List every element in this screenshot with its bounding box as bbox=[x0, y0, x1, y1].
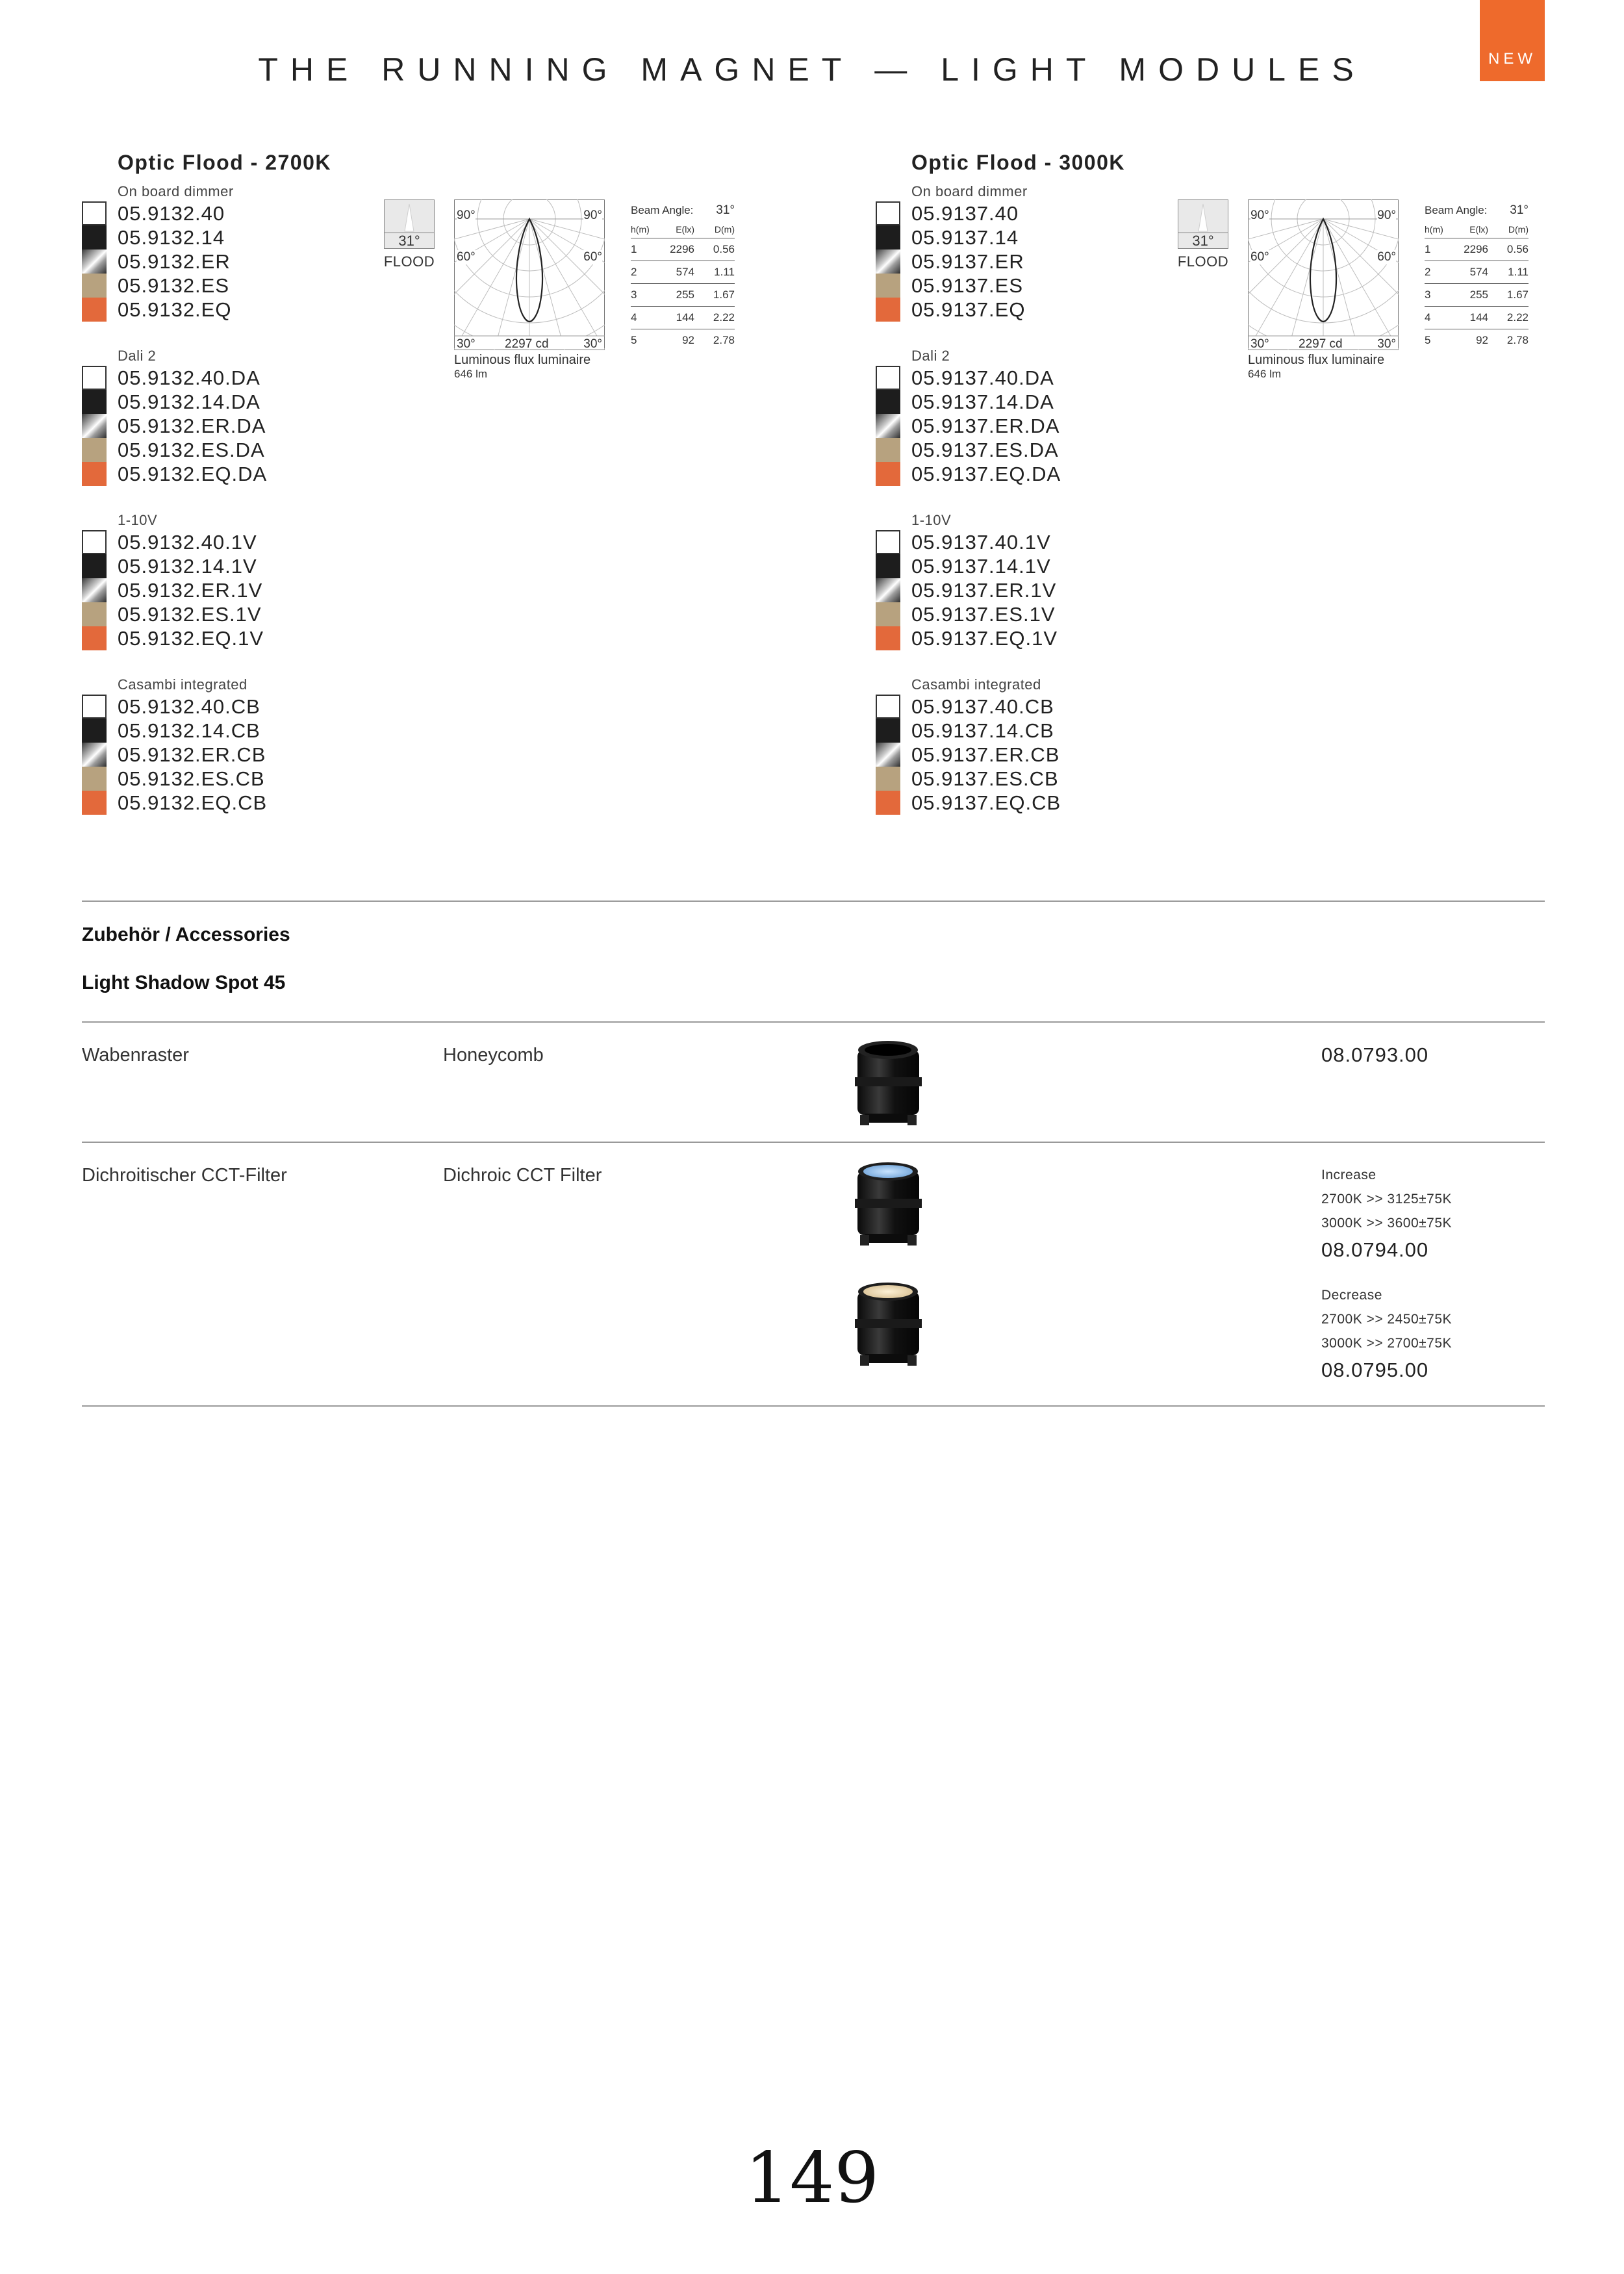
beam-type-label: FLOOD bbox=[1177, 253, 1229, 270]
article-code: 05.9137.EQ.CB bbox=[911, 791, 1061, 814]
cell-diameter: 1.11 bbox=[1508, 266, 1529, 278]
article-code: 05.9132.40.DA bbox=[118, 366, 260, 389]
group-label: Dali 2 bbox=[118, 348, 157, 364]
accessory-name-en: Dichroic CCT Filter bbox=[443, 1165, 602, 1186]
table-row bbox=[1425, 238, 1529, 261]
col-illuminance: E(lx) bbox=[1469, 224, 1488, 235]
cell-illuminance: 255 bbox=[1469, 288, 1488, 301]
cell-height: 1 bbox=[631, 243, 637, 255]
finish-swatch bbox=[876, 578, 900, 602]
code-row bbox=[876, 201, 1061, 225]
code-row bbox=[82, 462, 267, 486]
article-code: 05.9132.14.DA bbox=[118, 390, 260, 413]
photometry-table bbox=[631, 201, 735, 351]
polar-label: 30° bbox=[1377, 337, 1396, 351]
finish-swatch bbox=[876, 767, 900, 791]
code-group bbox=[82, 675, 267, 815]
article-code: 05.9132.14.1V bbox=[118, 554, 257, 578]
polar-label: 60° bbox=[1250, 250, 1269, 264]
code-row bbox=[876, 626, 1061, 650]
finish-swatch bbox=[876, 274, 900, 298]
finish-swatch bbox=[82, 390, 107, 414]
code-group bbox=[82, 511, 267, 650]
code-row bbox=[82, 390, 267, 414]
table-header bbox=[1425, 220, 1529, 238]
code-row bbox=[876, 438, 1061, 462]
polar-label: 90° bbox=[1250, 209, 1269, 222]
article-code: 05.9132.ER.1V bbox=[118, 578, 263, 602]
beam-angle-label: 31° bbox=[1192, 233, 1214, 249]
code-row bbox=[82, 791, 267, 815]
article-code: 05.9137.14.DA bbox=[911, 390, 1054, 413]
polar-label: 30° bbox=[583, 337, 602, 351]
code-row bbox=[82, 719, 267, 743]
code-row bbox=[876, 791, 1061, 815]
finish-swatch bbox=[876, 791, 900, 815]
article-code: 05.9132.40.CB bbox=[118, 695, 260, 718]
col-diameter: D(m) bbox=[714, 224, 735, 235]
group-label: On board dimmer bbox=[118, 183, 234, 199]
variant-spec: 3000K >> 3600±75K bbox=[1321, 1216, 1453, 1231]
finish-swatch bbox=[82, 602, 107, 626]
code-group bbox=[82, 182, 267, 322]
cell-height: 3 bbox=[1425, 288, 1431, 301]
code-row bbox=[82, 438, 267, 462]
variant-spec: 3000K >> 2700±75K bbox=[1321, 1336, 1453, 1351]
finish-swatch bbox=[876, 695, 900, 719]
finish-swatch bbox=[876, 530, 900, 554]
code-row bbox=[876, 578, 1061, 602]
finish-swatch bbox=[876, 719, 900, 743]
cell-height: 1 bbox=[1425, 243, 1431, 255]
article-code: 05.9137.ER.CB bbox=[911, 743, 1060, 766]
code-row bbox=[82, 578, 267, 602]
finish-swatch bbox=[876, 626, 900, 650]
code-row bbox=[876, 695, 1061, 719]
finish-swatch bbox=[82, 438, 107, 462]
finish-swatch bbox=[876, 249, 900, 274]
code-row bbox=[876, 743, 1061, 767]
cell-illuminance: 144 bbox=[676, 311, 694, 324]
polar-diagram bbox=[1248, 199, 1399, 350]
group-label: Casambi integrated bbox=[911, 676, 1041, 693]
beam-angle-value: 31° bbox=[716, 203, 735, 217]
finish-swatch bbox=[82, 225, 107, 249]
group-label: 1-10V bbox=[118, 512, 158, 528]
cell-illuminance: 92 bbox=[1476, 334, 1488, 346]
article-code: 05.9137.EQ bbox=[911, 298, 1026, 321]
variant-spec: 2700K >> 3125±75K bbox=[1321, 1192, 1453, 1207]
code-group bbox=[82, 346, 267, 486]
accessory-name-de: Dichroitischer CCT-Filter bbox=[82, 1165, 287, 1186]
finish-swatch bbox=[82, 366, 107, 390]
cell-diameter: 2.22 bbox=[1506, 311, 1529, 324]
variant-label: Increase bbox=[1321, 1168, 1377, 1182]
finish-swatch bbox=[876, 414, 900, 438]
article-code: 05.9137.ER bbox=[911, 249, 1024, 273]
finish-swatch bbox=[82, 462, 107, 486]
beam-angle-label: 31° bbox=[398, 233, 420, 249]
article-code: 05.9137.ES.DA bbox=[911, 438, 1059, 461]
cell-height: 2 bbox=[1425, 266, 1431, 278]
finish-swatch bbox=[82, 414, 107, 438]
code-row bbox=[876, 366, 1061, 390]
flux-value: 646 lm bbox=[1248, 368, 1282, 380]
finish-swatch bbox=[82, 695, 107, 719]
polar-label: 60° bbox=[583, 250, 602, 264]
col-height: h(m) bbox=[1425, 224, 1443, 235]
table-row bbox=[1425, 307, 1529, 329]
blue-filter-image bbox=[851, 1158, 926, 1251]
article-code: 05.9132.ES.DA bbox=[118, 438, 265, 461]
finish-swatch bbox=[82, 249, 107, 274]
code-row bbox=[876, 554, 1061, 578]
cell-diameter: 2.78 bbox=[713, 334, 735, 346]
code-row bbox=[82, 366, 267, 390]
table-row bbox=[1425, 329, 1529, 351]
article-code: 05.9132.EQ.CB bbox=[118, 791, 268, 814]
col-height: h(m) bbox=[631, 224, 650, 235]
polar-label: 90° bbox=[1377, 209, 1396, 222]
code-row bbox=[82, 249, 267, 274]
cell-diameter: 1.67 bbox=[713, 288, 735, 301]
finish-swatch bbox=[876, 554, 900, 578]
finish-swatch bbox=[876, 438, 900, 462]
new-badge: NEW bbox=[1480, 0, 1545, 81]
code-groups bbox=[82, 182, 267, 839]
table-bottom-divider bbox=[82, 1405, 1545, 1407]
cell-height: 3 bbox=[631, 288, 637, 301]
finish-swatch bbox=[876, 201, 900, 225]
accessories-subheading: Light Shadow Spot 45 bbox=[82, 972, 286, 993]
table-divider bbox=[82, 1021, 1545, 1023]
polar-label: 90° bbox=[457, 209, 476, 222]
code-row bbox=[876, 390, 1061, 414]
article-code: 05.9137.ES.CB bbox=[911, 767, 1059, 790]
article-code: 05.9137.EQ.DA bbox=[911, 462, 1061, 485]
code-row bbox=[876, 298, 1061, 322]
cell-illuminance: 144 bbox=[1469, 311, 1488, 324]
article-code: 05.9137.14 bbox=[911, 225, 1019, 249]
code-row bbox=[876, 719, 1061, 743]
finish-swatch bbox=[82, 554, 107, 578]
article-code: 05.9137.14.CB bbox=[911, 719, 1054, 742]
accessories-heading: Zubehör / Accessories bbox=[82, 924, 290, 945]
polar-candela: 2297 cd bbox=[1299, 337, 1343, 351]
col-illuminance: E(lx) bbox=[676, 224, 694, 235]
product-title: Optic Flood - 2700K bbox=[118, 151, 331, 174]
page-number: 149 bbox=[744, 2138, 880, 2219]
code-group bbox=[876, 182, 1061, 322]
article-code: 05.9137.40.1V bbox=[911, 530, 1051, 554]
finish-swatch bbox=[82, 719, 107, 743]
row-divider bbox=[82, 1142, 1545, 1143]
code-groups bbox=[876, 182, 1061, 839]
beam-angle-row bbox=[631, 201, 735, 220]
article-code: 05.9132.EQ.DA bbox=[118, 462, 268, 485]
polar-diagram bbox=[454, 199, 605, 350]
table-row bbox=[1425, 261, 1529, 284]
finish-swatch bbox=[876, 390, 900, 414]
article-code: 05.9137.ES bbox=[911, 274, 1024, 297]
group-label: Casambi integrated bbox=[118, 676, 247, 693]
amber-filter-image bbox=[851, 1279, 926, 1372]
code-row bbox=[82, 743, 267, 767]
code-row bbox=[876, 767, 1061, 791]
cell-diameter: 0.56 bbox=[713, 243, 735, 255]
polar-label: 60° bbox=[457, 250, 476, 264]
code-row bbox=[82, 414, 267, 438]
product-title: Optic Flood - 3000K bbox=[911, 151, 1125, 174]
accessory-code: 08.0794.00 bbox=[1321, 1238, 1429, 1261]
cell-height: 5 bbox=[631, 334, 637, 346]
code-row bbox=[876, 530, 1061, 554]
accessory-name-de: Wabenraster bbox=[82, 1045, 189, 1066]
table-row bbox=[631, 329, 735, 351]
code-row bbox=[876, 602, 1061, 626]
beam-type-label: FLOOD bbox=[383, 253, 435, 270]
beam-angle-value: 31° bbox=[1510, 203, 1529, 217]
article-code: 05.9132.ES.CB bbox=[118, 767, 265, 790]
code-row bbox=[876, 462, 1061, 486]
article-code: 05.9137.ER.1V bbox=[911, 578, 1057, 602]
photometry-table bbox=[1425, 201, 1529, 351]
article-code: 05.9132.ES bbox=[118, 274, 230, 297]
article-code: 05.9137.14.1V bbox=[911, 554, 1051, 578]
code-row bbox=[82, 695, 267, 719]
cell-illuminance: 255 bbox=[676, 288, 694, 301]
code-row bbox=[876, 414, 1061, 438]
article-code: 05.9137.40.CB bbox=[911, 695, 1054, 718]
code-row bbox=[82, 225, 267, 249]
accessory-name-en: Honeycomb bbox=[443, 1045, 544, 1066]
beam-angle-row bbox=[1425, 201, 1529, 220]
code-group bbox=[876, 511, 1061, 650]
article-code: 05.9132.ER bbox=[118, 249, 231, 273]
page-title: THE RUNNING MAGNET — LIGHT MODULES bbox=[258, 51, 1366, 88]
finish-swatch bbox=[876, 366, 900, 390]
article-code: 05.9137.40.DA bbox=[911, 366, 1054, 389]
section-divider bbox=[82, 901, 1545, 902]
cell-diameter: 2.22 bbox=[713, 311, 735, 324]
article-code: 05.9137.EQ.1V bbox=[911, 626, 1058, 650]
article-code: 05.9132.EQ.1V bbox=[118, 626, 264, 650]
accessory-code: 08.0795.00 bbox=[1321, 1359, 1429, 1381]
group-label: 1-10V bbox=[911, 512, 952, 528]
code-row bbox=[82, 554, 267, 578]
flux-label: Luminous flux luminaire bbox=[1248, 353, 1385, 367]
article-code: 05.9132.40.1V bbox=[118, 530, 257, 554]
code-row bbox=[82, 530, 267, 554]
code-row bbox=[876, 249, 1061, 274]
code-group bbox=[876, 346, 1061, 486]
finish-swatch bbox=[876, 602, 900, 626]
article-code: 05.9137.ER.DA bbox=[911, 414, 1060, 437]
code-row bbox=[82, 298, 267, 322]
finish-swatch bbox=[876, 298, 900, 322]
polar-label: 60° bbox=[1377, 250, 1396, 264]
article-code: 05.9132.14.CB bbox=[118, 719, 260, 742]
finish-swatch bbox=[82, 578, 107, 602]
cell-diameter: 1.11 bbox=[714, 266, 735, 278]
table-row bbox=[1425, 284, 1529, 307]
flux-label: Luminous flux luminaire bbox=[454, 353, 591, 367]
finish-swatch bbox=[82, 298, 107, 322]
table-row bbox=[631, 261, 735, 284]
honeycomb-louvre-image bbox=[851, 1038, 926, 1131]
beam-angle-text: Beam Angle: bbox=[1425, 204, 1488, 216]
table-header bbox=[631, 220, 735, 238]
code-row bbox=[82, 626, 267, 650]
finish-swatch bbox=[82, 626, 107, 650]
cell-diameter: 0.56 bbox=[1506, 243, 1529, 255]
cell-height: 4 bbox=[631, 311, 637, 324]
article-code: 05.9137.40 bbox=[911, 201, 1019, 225]
cell-height: 5 bbox=[1425, 334, 1431, 346]
table-row bbox=[631, 307, 735, 329]
article-code: 05.9132.14 bbox=[118, 225, 225, 249]
code-row bbox=[82, 201, 267, 225]
polar-candela: 2297 cd bbox=[505, 337, 549, 351]
code-row bbox=[876, 225, 1061, 249]
cell-illuminance: 2296 bbox=[670, 243, 694, 255]
article-code: 05.9132.ES.1V bbox=[118, 602, 262, 626]
polar-diagram-wrap bbox=[1248, 199, 1399, 353]
code-group bbox=[876, 675, 1061, 815]
code-row bbox=[82, 602, 267, 626]
code-row bbox=[82, 274, 267, 298]
article-code: 05.9132.ER.DA bbox=[118, 414, 266, 437]
table-row bbox=[631, 238, 735, 261]
flux-value: 646 lm bbox=[454, 368, 488, 380]
col-diameter: D(m) bbox=[1508, 224, 1529, 235]
finish-swatch bbox=[876, 743, 900, 767]
cell-illuminance: 92 bbox=[682, 334, 694, 346]
article-code: 05.9132.ER.CB bbox=[118, 743, 266, 766]
article-code: 05.9132.EQ bbox=[118, 298, 232, 321]
group-label: Dali 2 bbox=[911, 348, 950, 364]
cell-height: 4 bbox=[1425, 311, 1431, 324]
cell-illuminance: 574 bbox=[676, 266, 694, 278]
cell-diameter: 1.67 bbox=[1506, 288, 1529, 301]
product-block bbox=[82, 151, 796, 865]
polar-label: 90° bbox=[583, 209, 602, 222]
code-row bbox=[876, 274, 1061, 298]
article-code: 05.9132.40 bbox=[118, 201, 225, 225]
finish-swatch bbox=[82, 274, 107, 298]
finish-swatch bbox=[82, 791, 107, 815]
finish-swatch bbox=[82, 530, 107, 554]
cell-illuminance: 574 bbox=[1469, 266, 1488, 278]
polar-diagram-wrap bbox=[454, 199, 605, 353]
cell-diameter: 2.78 bbox=[1506, 334, 1529, 346]
accessory-code: 08.0793.00 bbox=[1321, 1043, 1429, 1066]
finish-swatch bbox=[876, 462, 900, 486]
finish-swatch bbox=[82, 201, 107, 225]
cell-height: 2 bbox=[631, 266, 637, 278]
finish-swatch bbox=[82, 743, 107, 767]
beam-angle-text: Beam Angle: bbox=[631, 204, 694, 216]
variant-label: Decrease bbox=[1321, 1288, 1382, 1303]
code-row bbox=[82, 767, 267, 791]
polar-label: 30° bbox=[1250, 337, 1269, 351]
group-label: On board dimmer bbox=[911, 183, 1028, 199]
finish-swatch bbox=[876, 225, 900, 249]
polar-label: 30° bbox=[457, 337, 476, 351]
cell-illuminance: 2296 bbox=[1464, 243, 1488, 255]
article-code: 05.9137.ES.1V bbox=[911, 602, 1056, 626]
product-block bbox=[876, 151, 1590, 865]
table-row bbox=[631, 284, 735, 307]
variant-spec: 2700K >> 2450±75K bbox=[1321, 1312, 1453, 1327]
finish-swatch bbox=[82, 767, 107, 791]
